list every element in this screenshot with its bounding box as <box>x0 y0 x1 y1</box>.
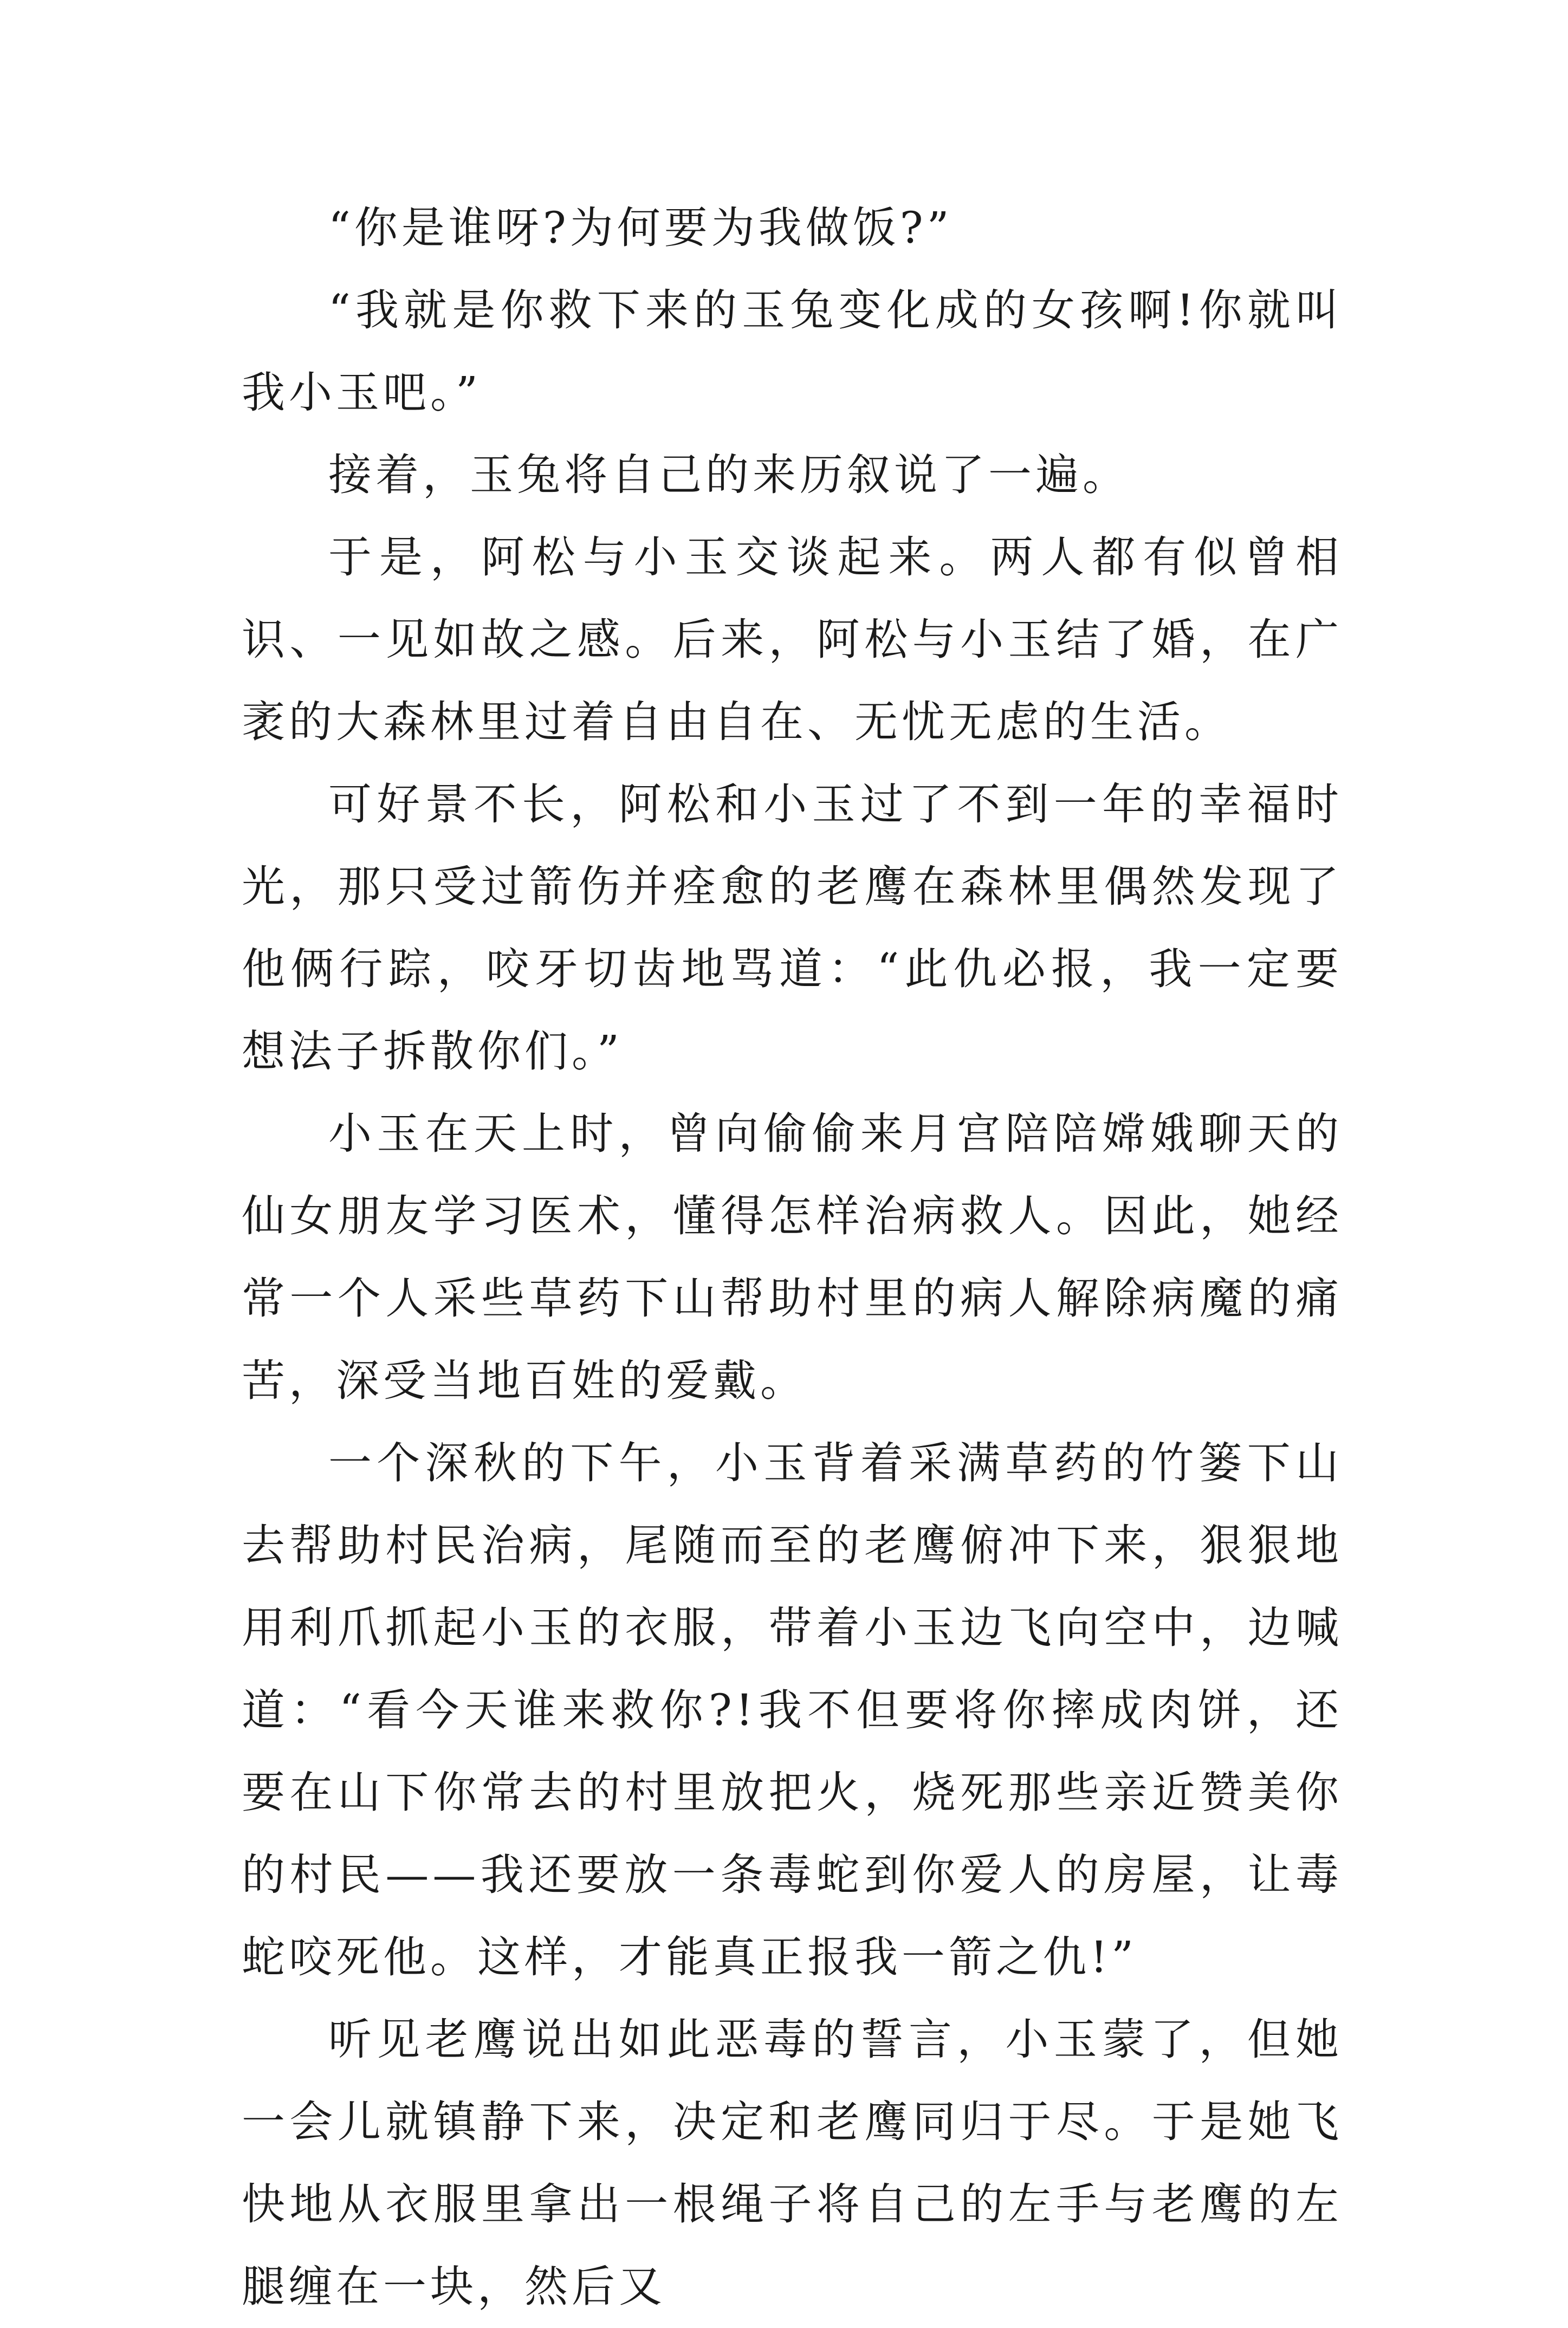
body-text <box>242 187 1343 2328</box>
paragraph: 小玉在天上时，曾向偷偷来月宫陪陪嫦娥聊天的仙女朋友学习医术，懂得怎样治病救人。因此，她经常一个人采些草药下山帮助村里的病人解除病魔的痛苦，深受当地百姓的爱戴。 <box>242 1108 1343 1406</box>
paragraph: 一个深秋的下午，小玉背着采满草药的竹篓下山去帮助村民治病，尾随而至的老鹰俯冲下来，狠狠地用利爪抓起小玉的衣服，带着小玉边飞向空中，边喊道：“看今天谁来救你?!我不但要将你摔成肉饼，还要在山下你常去的村里放把火，烧死那些亲近赞美你的村民——我还要放一条毒蛇到你爱人的房屋，让毒蛇咬死他。这样，才能真正报我一箭之仇!” <box>242 1438 1343 1982</box>
paragraph: “我就是你救下来的玉兔变化成的女孩啊!你就叫我小玉吧。” <box>242 285 1343 418</box>
paragraph: 于是，阿松与小玉交谈起来。两人都有似曾相识、一见如故之感。后来，阿松与小玉结了婚，在广袤的大森林里过着自由自在、无忧无虑的生活。 <box>242 532 1343 747</box>
paragraph: 听见老鹰说出如此恶毒的誓言，小玉蒙了，但她一会儿就镇静下来，决定和老鹰同归于尽。于是她飞快地从衣服里拿出一根绳子将自己的左手与老鹰的左腿缠在一块，然后又 <box>242 2014 1343 2312</box>
paragraph: 接着，玉兔将自己的来历叙说了一遍。 <box>328 450 1130 500</box>
paragraph: “你是谁呀?为何要为我做饭?” <box>328 203 953 253</box>
paragraph: 可好景不长，阿松和小玉过了不到一年的幸福时光，那只受过箭伤并痊愈的老鹰在森林里偶然发现了他俩行踪，咬牙切齿地骂道：“此仇必报，我一定要想法子拆散你们。” <box>242 779 1343 1077</box>
